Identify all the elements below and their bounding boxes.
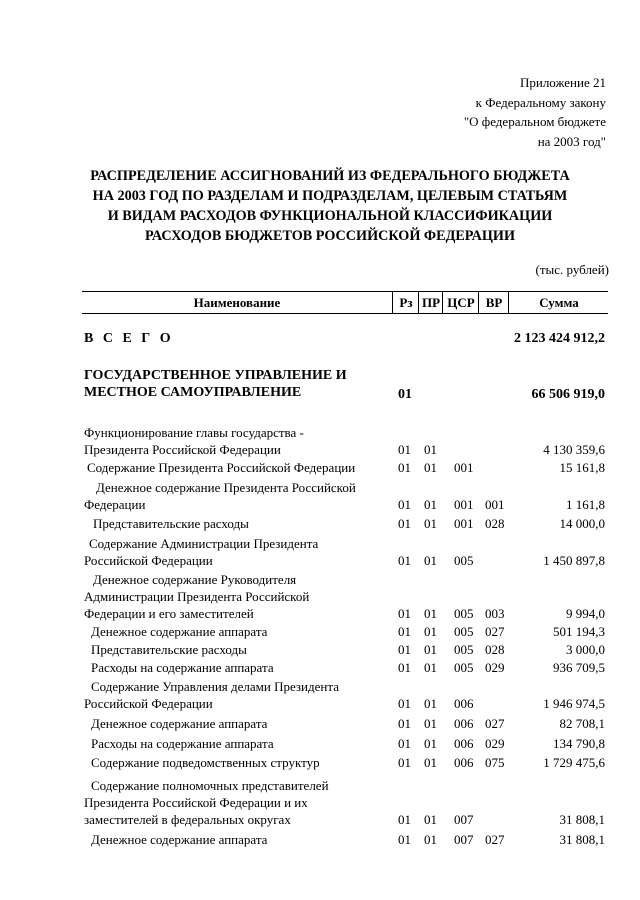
cell-sum: 1 946 974,5 bbox=[543, 696, 605, 711]
cell-sum: 3 000,0 bbox=[566, 642, 605, 657]
cell-vr: 027 bbox=[485, 624, 505, 639]
row-name: Содержание Администрации Президента Российской Федерации bbox=[84, 536, 319, 568]
title-line: НА 2003 ГОД ПО РАЗДЕЛАМ И ПОДРАЗДЕЛАМ, ЦЕЛЕВЫМ СТАТЬЯМ bbox=[92, 188, 568, 204]
table-row bbox=[0, 754, 640, 771]
cell-pr: 01 bbox=[424, 660, 437, 675]
cell-sum: 1 161,8 bbox=[566, 497, 605, 512]
table-row bbox=[0, 515, 640, 532]
column-header-vr: ВР bbox=[478, 292, 509, 313]
appendix-line: к Федеральному закону bbox=[475, 94, 606, 110]
table-row bbox=[0, 641, 640, 658]
cell-sum: 4 130 359,6 bbox=[543, 442, 605, 457]
cell-rz: 01 bbox=[398, 716, 411, 731]
row-name: Содержание полномочных представителей Президента Российской Федерации и их заместителей в федеральных округах bbox=[84, 778, 329, 827]
cell-vr: 003 bbox=[485, 606, 505, 621]
column-header-csr: ЦСР bbox=[442, 292, 479, 313]
cell-pr: 01 bbox=[424, 553, 437, 568]
appendix-line: на 2003 год" bbox=[537, 133, 606, 149]
row-name: ГОСУДАРСТВЕННОЕ УПРАВЛЕНИЕ И МЕСТНОЕ САМОУПРАВЛЕНИЕ bbox=[84, 368, 347, 400]
cell-vr: 027 bbox=[485, 716, 505, 731]
cell-vr: 029 bbox=[485, 660, 505, 675]
cell-sum: 2 123 424 912,2 bbox=[514, 331, 605, 346]
cell-rz: 01 bbox=[398, 460, 411, 475]
cell-sum: 936 709,5 bbox=[553, 660, 605, 675]
cell-csr: 001 bbox=[454, 460, 474, 475]
row-name: Представительские расходы bbox=[93, 516, 249, 531]
cell-rz: 01 bbox=[398, 553, 411, 568]
title-line: РАСХОДОВ БЮДЖЕТОВ РОССИЙСКОЙ ФЕДЕРАЦИИ bbox=[144, 228, 515, 244]
table-header bbox=[82, 291, 608, 314]
cell-pr: 01 bbox=[424, 460, 437, 475]
table-row bbox=[0, 735, 640, 752]
cell-csr: 005 bbox=[454, 624, 474, 639]
table-body bbox=[0, 330, 640, 848]
cell-pr: 01 bbox=[424, 624, 437, 639]
cell-rz: 01 bbox=[398, 832, 411, 847]
cell-sum: 66 506 919,0 bbox=[531, 387, 605, 402]
cell-rz: 01 bbox=[398, 696, 411, 711]
cell-rz: 01 bbox=[398, 624, 411, 639]
cell-vr: 028 bbox=[485, 642, 505, 657]
cell-rz: 01 bbox=[398, 755, 411, 770]
cell-csr: 006 bbox=[454, 755, 474, 770]
cell-pr: 01 bbox=[424, 642, 437, 657]
row-name: В С Е Г О bbox=[84, 331, 174, 346]
column-header-rz: Рз bbox=[392, 292, 419, 313]
cell-vr: 075 bbox=[485, 755, 505, 770]
cell-csr: 001 bbox=[454, 497, 474, 512]
table-row bbox=[0, 571, 640, 622]
appendix-note bbox=[366, 73, 606, 151]
row-name: Денежное содержание Президента Российской Федерации bbox=[84, 480, 356, 512]
cell-sum: 31 808,1 bbox=[559, 832, 605, 847]
row-name: Денежное содержание Руководителя Администрации Президента Российской Федерации и его заместителей bbox=[84, 572, 310, 621]
cell-pr: 01 bbox=[424, 716, 437, 731]
cell-rz: 01 bbox=[398, 516, 411, 531]
cell-rz: 01 bbox=[398, 387, 412, 402]
cell-vr: 029 bbox=[485, 736, 505, 751]
row-name: Расходы на содержание аппарата bbox=[91, 660, 274, 675]
cell-csr: 005 bbox=[454, 660, 474, 675]
table-row bbox=[0, 777, 640, 828]
table-row bbox=[0, 535, 640, 569]
cell-pr: 01 bbox=[424, 812, 437, 827]
cell-csr: 001 bbox=[454, 516, 474, 531]
row-name: Представительские расходы bbox=[91, 642, 247, 657]
column-header-pr: ПР bbox=[418, 292, 443, 313]
table-row bbox=[0, 623, 640, 640]
table-row bbox=[0, 678, 640, 712]
cell-rz: 01 bbox=[398, 660, 411, 675]
cell-vr: 028 bbox=[485, 516, 505, 531]
cell-csr: 006 bbox=[454, 736, 474, 751]
cell-pr: 01 bbox=[424, 442, 437, 457]
row-name: Денежное содержание аппарата bbox=[91, 832, 268, 847]
row-name: Функционирование главы государства - Президента Российской Федерации bbox=[84, 425, 304, 457]
column-header-name: Наименование bbox=[193, 295, 281, 310]
cell-sum: 134 790,8 bbox=[553, 736, 605, 751]
table-row bbox=[0, 659, 640, 676]
column-header-sum: Сумма bbox=[508, 292, 609, 313]
cell-sum: 82 708,1 bbox=[559, 716, 605, 731]
cell-rz: 01 bbox=[398, 642, 411, 657]
cell-csr: 007 bbox=[454, 832, 474, 847]
table-row bbox=[0, 330, 640, 347]
cell-rz: 01 bbox=[398, 497, 411, 512]
cell-sum: 501 194,3 bbox=[553, 624, 605, 639]
row-name: Содержание подведомственных структур bbox=[91, 755, 320, 770]
cell-pr: 01 bbox=[424, 755, 437, 770]
table-row bbox=[0, 367, 640, 403]
table-row bbox=[0, 715, 640, 732]
cell-vr: 001 bbox=[485, 497, 505, 512]
row-name: Денежное содержание аппарата bbox=[91, 624, 268, 639]
cell-pr: 01 bbox=[424, 736, 437, 751]
cell-rz: 01 bbox=[398, 442, 411, 457]
document-title bbox=[70, 166, 590, 246]
cell-sum: 15 161,8 bbox=[559, 460, 605, 475]
cell-sum: 31 808,1 bbox=[559, 812, 605, 827]
row-name: Расходы на содержание аппарата bbox=[91, 736, 274, 751]
row-name: Содержание Президента Российской Федерации bbox=[87, 460, 356, 475]
cell-rz: 01 bbox=[398, 606, 411, 621]
appendix-line: Приложение 21 bbox=[519, 75, 606, 90]
cell-csr: 005 bbox=[454, 606, 474, 621]
cell-rz: 01 bbox=[398, 812, 411, 827]
cell-pr: 01 bbox=[424, 696, 437, 711]
title-line: РАСПРЕДЕЛЕНИЕ АССИГНОВАНИЙ ИЗ ФЕДЕРАЛЬНОГО БЮДЖЕТА bbox=[90, 168, 570, 184]
cell-rz: 01 bbox=[398, 736, 411, 751]
row-name: Денежное содержание аппарата bbox=[91, 716, 268, 731]
cell-pr: 01 bbox=[424, 497, 437, 512]
cell-csr: 006 bbox=[454, 696, 474, 711]
cell-sum: 14 000,0 bbox=[559, 516, 605, 531]
table-row bbox=[0, 424, 640, 458]
cell-sum: 1 729 475,6 bbox=[543, 755, 605, 770]
units-label: (тыс. рублей) bbox=[535, 262, 609, 277]
appendix-line: "О федеральном бюджете bbox=[463, 114, 606, 129]
cell-csr: 005 bbox=[454, 553, 474, 568]
row-name: Содержание Управления делами Президента Российской Федерации bbox=[84, 679, 339, 711]
cell-csr: 006 bbox=[454, 716, 474, 731]
title-line: И ВИДАМ РАСХОДОВ ФУНКЦИОНАЛЬНОЙ КЛАССИФИКАЦИИ bbox=[107, 208, 553, 224]
table-row bbox=[0, 479, 640, 513]
cell-sum: 1 450 897,8 bbox=[543, 553, 605, 568]
cell-pr: 01 bbox=[424, 832, 437, 847]
table-row bbox=[0, 459, 640, 476]
cell-pr: 01 bbox=[424, 516, 437, 531]
cell-csr: 007 bbox=[454, 812, 474, 827]
cell-vr: 027 bbox=[485, 832, 505, 847]
cell-pr: 01 bbox=[424, 606, 437, 621]
cell-sum: 9 994,0 bbox=[566, 606, 605, 621]
cell-csr: 005 bbox=[454, 642, 474, 657]
table-row bbox=[0, 831, 640, 848]
